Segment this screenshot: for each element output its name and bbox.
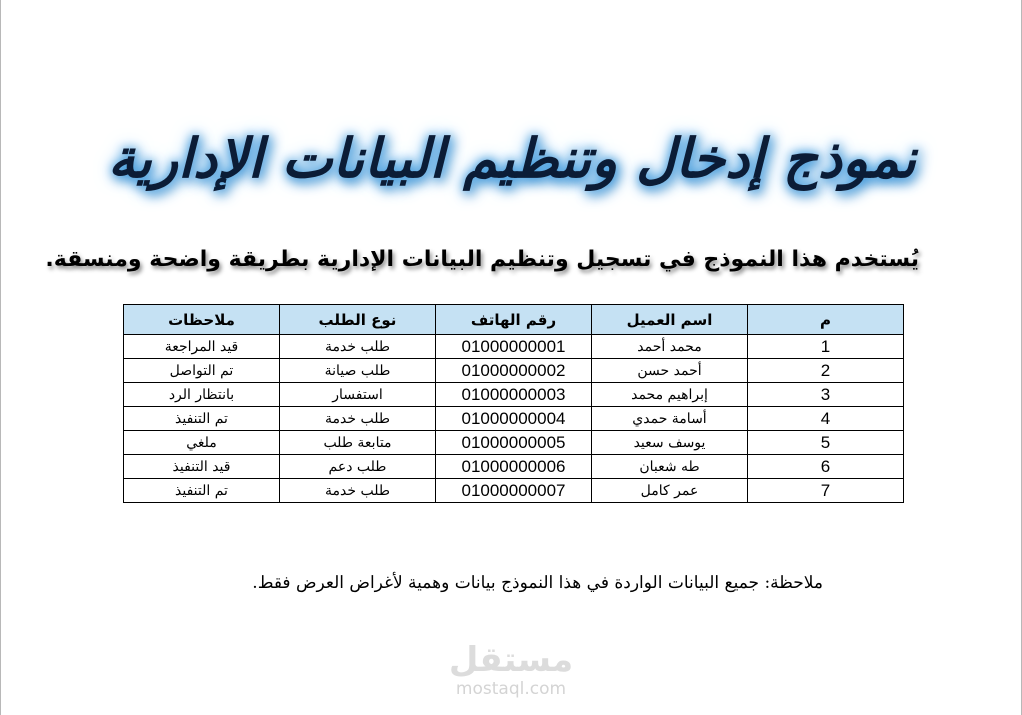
header-notes: ملاحظات: [124, 305, 280, 335]
watermark-text: mostaql.com: [455, 679, 567, 699]
cell-notes: قيد التنفيذ: [124, 455, 280, 479]
cell-index: 1: [748, 335, 904, 359]
cell-index: 4: [748, 407, 904, 431]
cell-index: 2: [748, 359, 904, 383]
cell-phone: 01000000005: [436, 431, 592, 455]
table-row: [124, 383, 904, 407]
cell-request-type: طلب خدمة: [280, 335, 436, 359]
header-client-name: اسم العميل: [592, 305, 748, 335]
table-row: [124, 359, 904, 383]
cell-request-type: طلب خدمة: [280, 407, 436, 431]
table-row: [124, 335, 904, 359]
cell-client-name: أسامة حمدي: [592, 407, 748, 431]
cell-notes: قيد المراجعة: [124, 335, 280, 359]
page-subtitle: يُستخدم هذا النموذج في تسجيل وتنظيم البيانات الإدارية بطريقة واضحة ومنسقة.: [45, 247, 919, 272]
disclaimer-note: ملاحظة: جميع البيانات الواردة في هذا النموذج بيانات وهمية لأغراض العرض فقط.: [252, 573, 823, 593]
cell-notes: تم التواصل: [124, 359, 280, 383]
cell-client-name: أحمد حسن: [592, 359, 748, 383]
cell-client-name: محمد أحمد: [592, 335, 748, 359]
data-table: [123, 304, 904, 503]
cell-phone: 01000000001: [436, 335, 592, 359]
cell-index: 3: [748, 383, 904, 407]
table-row: [124, 431, 904, 455]
cell-request-type: طلب خدمة: [280, 479, 436, 503]
page-title: نموذج إدخال وتنظيم البيانات الإدارية: [107, 126, 917, 190]
watermark: [431, 640, 591, 698]
header-phone: رقم الهاتف: [436, 305, 592, 335]
cell-phone: 01000000007: [436, 479, 592, 503]
cell-request-type: طلب صيانة: [280, 359, 436, 383]
cell-request-type: استفسار: [280, 383, 436, 407]
header-index: م: [748, 305, 904, 335]
cell-client-name: طه شعبان: [592, 455, 748, 479]
cell-phone: 01000000006: [436, 455, 592, 479]
cell-client-name: عمر كامل: [592, 479, 748, 503]
cell-client-name: يوسف سعيد: [592, 431, 748, 455]
cell-index: 6: [748, 455, 904, 479]
header-request-type: نوع الطلب: [280, 305, 436, 335]
cell-phone: 01000000003: [436, 383, 592, 407]
table-row: [124, 479, 904, 503]
cell-phone: 01000000002: [436, 359, 592, 383]
cell-notes: تم التنفيذ: [124, 479, 280, 503]
cell-notes: ملغي: [124, 431, 280, 455]
table-header-row: [124, 305, 904, 335]
table-row: [124, 455, 904, 479]
cell-client-name: إبراهيم محمد: [592, 383, 748, 407]
watermark-logo: مستقل: [448, 640, 574, 680]
cell-request-type: متابعة طلب: [280, 431, 436, 455]
cell-index: 7: [748, 479, 904, 503]
cell-notes: تم التنفيذ: [124, 407, 280, 431]
cell-notes: بانتظار الرد: [124, 383, 280, 407]
cell-request-type: طلب دعم: [280, 455, 436, 479]
cell-phone: 01000000004: [436, 407, 592, 431]
cell-index: 5: [748, 431, 904, 455]
table-row: [124, 407, 904, 431]
